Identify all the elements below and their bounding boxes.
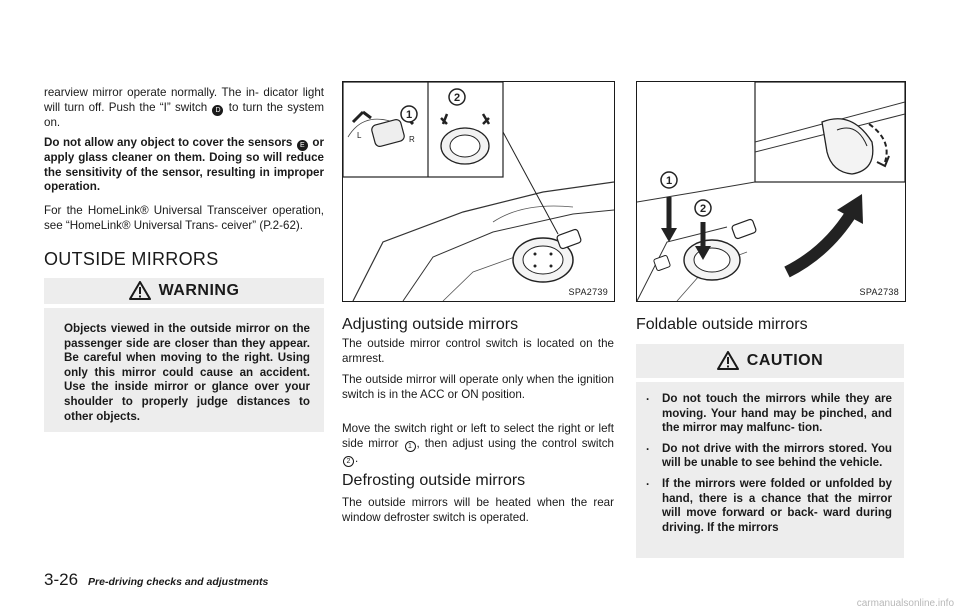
paragraph-sensor-warning	[44, 136, 324, 195]
warning-triangle-icon	[129, 281, 151, 300]
fig1-label-2: 2	[453, 92, 461, 104]
caution-list	[640, 392, 892, 541]
caution-body	[636, 382, 904, 558]
para1-text-a: rearview mirror operate normally. The in- dicator light will turn off. Push the “I” switch	[44, 86, 324, 114]
svg-text:R: R	[409, 135, 415, 144]
watermark: carmanualsonline.info	[856, 598, 954, 609]
paragraph-indicator	[44, 86, 324, 130]
warning-title: WARNING	[158, 281, 240, 299]
heading-foldable-mirrors: Foldable outside mirrors	[636, 316, 808, 333]
adjust-para-2: The outside mirror will operate only when the ignition switch is in the ACC or ON position.	[342, 373, 614, 401]
list-item: . Do not drive with the mirrors stored. You will be unable to see behind the vehicle.	[640, 442, 892, 471]
para1-text-b: to turn the system on.	[44, 100, 324, 129]
callout-d-icon: D	[212, 105, 223, 116]
list-item: . Do not touch the mirrors while they are moving. Your hand may be pinched, and the mirror may malfunc- tion.	[640, 392, 892, 436]
adjust-p3-text-b: , then adjust using the control switch	[416, 436, 614, 450]
adjust-p3-text-a: Move the switch right or left to select the right or left side mirror	[342, 422, 614, 450]
figure-foldable-mirror	[636, 81, 906, 302]
fig2-label-2: 2	[699, 203, 707, 215]
para2-text-b: or apply glass cleaner on them. Doing so will reduce the sensitivity of the sensor, resulting in improper operation.	[44, 136, 324, 194]
section-title: OUTSIDE MIRRORS	[44, 249, 219, 269]
callout-e-icon: E	[297, 140, 308, 151]
foldable-mirror-illustration	[637, 82, 905, 301]
mirror-switch-illustration	[343, 82, 614, 301]
caution-title: CAUTION	[746, 351, 824, 369]
caution-header	[636, 351, 904, 370]
heading-defrosting-mirrors: Defrosting outside mirrors	[342, 472, 526, 489]
warning-header	[44, 281, 324, 300]
adjust-p3-end: .	[355, 451, 359, 465]
page-section-title: Pre-driving checks and adjustments	[88, 576, 269, 588]
warning-panel	[44, 278, 324, 304]
list-item: . If the mirrors were folded or unfolded by hand, there is a chance that the mirror will move forward or back- ward during driving. If the mirrors	[640, 477, 892, 535]
heading-adjusting-mirrors: Adjusting outside mirrors	[342, 316, 519, 333]
page-footer	[44, 570, 268, 590]
warning-body	[44, 308, 324, 432]
figure-code: SPA2739	[568, 287, 608, 297]
page-number: 3-26	[44, 570, 79, 589]
adjust-para-1: The outside mirror control switch is located on the armrest.	[342, 337, 614, 365]
adjust-para-3	[342, 422, 614, 467]
fig1-label-1: 1	[405, 109, 413, 121]
paragraph-homelink: For the HomeLink® Universal Transceiver operation, see “HomeLink® Universal Trans- ceiver” (P.2-62).	[44, 204, 324, 232]
para2-text-a: Do not allow any object to cover the sensors	[44, 136, 293, 149]
figure-mirror-switch	[342, 81, 615, 302]
svg-text:L: L	[357, 131, 362, 140]
figure-code: SPA2738	[859, 287, 899, 297]
defrost-para: The outside mirrors will be heated when the rear window defroster switch is operated.	[342, 496, 614, 524]
callout-2-icon: 2	[343, 456, 354, 467]
fig2-label-1: 1	[665, 175, 673, 187]
caution-panel	[636, 344, 904, 378]
callout-1-icon: 1	[405, 441, 416, 452]
warning-text: Objects viewed in the outside mirror on the passenger side are closer than they appear. Be careful when moving to the right. Using only this mirror could cause an accident. Use the inside mirror or glance over your shoulder to properly judge distances to other objects.	[64, 322, 310, 423]
caution-triangle-icon	[717, 351, 739, 370]
